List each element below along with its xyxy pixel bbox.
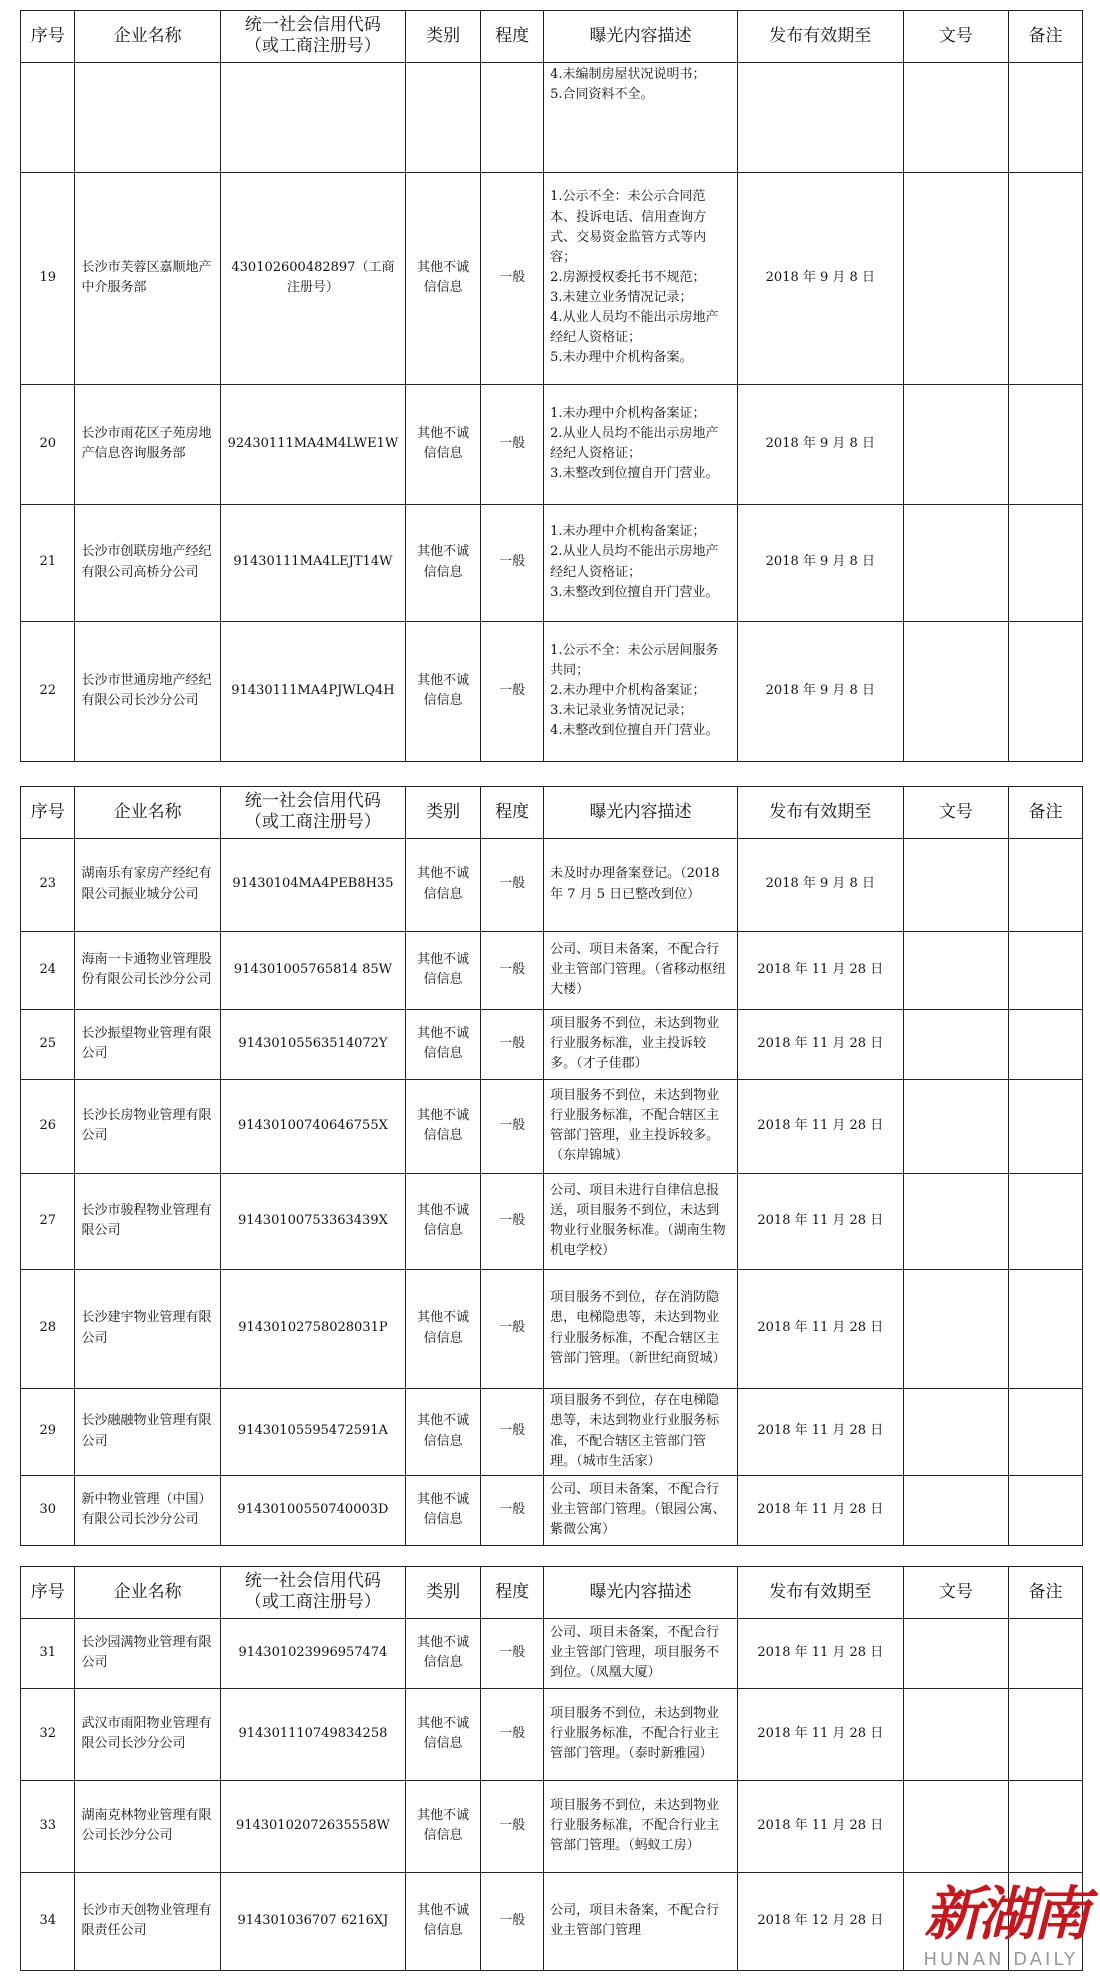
description: 项目服务不到位，未达到物业行业服务标准，不配合辖区主管部门管理，业主投诉较多。（东岸锦城） (544, 1079, 738, 1173)
logo-subtitle: HUNAN DAILY (923, 1949, 1078, 1970)
remarks (1009, 621, 1083, 761)
valid-until: 2018 年 11 月 28 日 (737, 1475, 903, 1545)
document-no (903, 1173, 1008, 1269)
company-name: 长沙长房物业管理有限公司 (75, 1079, 220, 1173)
header-remarks: 备注 (1009, 787, 1083, 839)
table-row (21, 384, 1083, 504)
table-row (21, 1079, 1083, 1173)
header-category: 类别 (406, 11, 481, 63)
description: 项目服务不到位，未达到物业行业服务标准，不配合行业主管部门管理。（泰时新雅园） (544, 1688, 738, 1780)
credit-code: 914301110749834258 (220, 1688, 405, 1780)
row-number: 34 (21, 1872, 75, 1970)
company-name: 长沙市骏程物业管理有限公司 (75, 1173, 220, 1269)
valid-until: 2018 年 11 月 28 日 (737, 1388, 903, 1475)
header-remarks: 备注 (1009, 11, 1083, 63)
document-no (903, 172, 1008, 384)
credit-code: 914301023996957474 (220, 1618, 405, 1688)
credit-code (220, 62, 405, 172)
table-row (21, 1269, 1083, 1388)
category: 其他不诚信信息 (406, 172, 481, 384)
table-row (21, 621, 1083, 761)
header-credit-code: 统一社会信用代码 （或工商注册号） (220, 787, 405, 839)
company-name (75, 62, 220, 172)
header-no: 序号 (21, 11, 75, 63)
category: 其他不诚信信息 (406, 1079, 481, 1173)
header-description: 曝光内容描述 (544, 787, 738, 839)
row-number: 32 (21, 1688, 75, 1780)
description: 1.公示不全：未公示合同范本、投诉电话、信用查询方式、交易资金监管方式等内容； 2.房源授权委托书不规范； 3.未建立业务情况记录； 4.从业人员均不能出示房地产经纪人资格证； 5.未办理中介机构备案。 (544, 172, 738, 384)
row-number: 24 (21, 931, 75, 1009)
table-header-row (21, 11, 1083, 63)
table-header-row (21, 1567, 1083, 1619)
header-valid-until: 发布有效期至 (737, 787, 903, 839)
credit-code: 914301036707 6216XJ (220, 1872, 405, 1970)
document-no (903, 1780, 1008, 1872)
header-company-name: 企业名称 (75, 11, 220, 63)
credit-code: 91430102758028031P (220, 1269, 405, 1388)
degree: 一般 (481, 1475, 544, 1545)
valid-until: 2018 年 11 月 28 日 (737, 1618, 903, 1688)
table-row (21, 931, 1083, 1009)
category: 其他不诚信信息 (406, 1872, 481, 1970)
description: 公司、项目未备案，不配合行业主管部门管理。（银园公寓、紫微公寓） (544, 1475, 738, 1545)
degree: 一般 (481, 838, 544, 931)
description: 4.未编制房屋状况说明书； 5.合同资料不全。 (544, 62, 738, 172)
credit-code: 91430105595472591A (220, 1388, 405, 1475)
valid-until: 2018 年 11 月 28 日 (737, 1173, 903, 1269)
header-degree: 程度 (481, 1567, 544, 1619)
row-number: 22 (21, 621, 75, 761)
company-name: 长沙市天创物业管理有限责任公司 (75, 1872, 220, 1970)
header-degree: 程度 (481, 787, 544, 839)
credit-code: 91430104MA4PEB8H35 (220, 838, 405, 931)
description: 项目服务不到位，未达到物业行业服务标准，不配合行业主管部门管理。（蚂蚁工房） (544, 1780, 738, 1872)
row-number: 20 (21, 384, 75, 504)
category: 其他不诚信信息 (406, 621, 481, 761)
header-credit-code: 统一社会信用代码 （或工商注册号） (220, 11, 405, 63)
description: 项目服务不到位，存在消防隐患，电梯隐患等，未达到物业行业服务标准，不配合辖区主管部门管理。（新世纪商贸城） (544, 1269, 738, 1388)
description: 公司、项目未备案，不配合行业主管部门管理，项目服务不到位。（凤凰大厦） (544, 1618, 738, 1688)
credit-table-2 (20, 786, 1083, 1546)
company-name: 长沙市世通房地产经纪有限公司长沙分公司 (75, 621, 220, 761)
table-row (21, 1475, 1083, 1545)
remarks (1009, 1388, 1083, 1475)
row-number: 27 (21, 1173, 75, 1269)
degree: 一般 (481, 931, 544, 1009)
company-name: 长沙市雨花区子苑房地产信息咨询服务部 (75, 384, 220, 504)
remarks (1009, 1618, 1083, 1688)
credit-code: 430102600482897（工商注册号） (220, 172, 405, 384)
document-no (903, 1388, 1008, 1475)
document-no (903, 931, 1008, 1009)
row-number: 25 (21, 1009, 75, 1079)
degree: 一般 (481, 1079, 544, 1173)
category: 其他不诚信信息 (406, 1688, 481, 1780)
header-degree: 程度 (481, 11, 544, 63)
document-no (903, 1475, 1008, 1545)
valid-until (737, 62, 903, 172)
credit-code: 91430105563514072Y (220, 1009, 405, 1079)
valid-until: 2018 年 9 月 8 日 (737, 384, 903, 504)
logo-mark: 新湖南 (923, 1880, 1086, 1948)
header-remarks: 备注 (1009, 1567, 1083, 1619)
credit-table-1 (20, 10, 1083, 762)
header-description: 曝光内容描述 (544, 11, 738, 63)
header-category: 类别 (406, 787, 481, 839)
category: 其他不诚信信息 (406, 1269, 481, 1388)
document-no (903, 1269, 1008, 1388)
document-no (903, 1009, 1008, 1079)
description: 公司、项目未进行自律信息报送，项目服务不到位，未达到物业行业服务标准。（湖南生物机电学校） (544, 1173, 738, 1269)
company-name: 湖南乐有家房产经纪有限公司振业城分公司 (75, 838, 220, 931)
valid-until: 2018 年 11 月 28 日 (737, 1079, 903, 1173)
row-number: 28 (21, 1269, 75, 1388)
credit-code: 91430102072635558W (220, 1780, 405, 1872)
header-document-no: 文号 (903, 1567, 1008, 1619)
remarks (1009, 504, 1083, 621)
row-number: 33 (21, 1780, 75, 1872)
credit-code: 91430100753363439X (220, 1173, 405, 1269)
valid-until: 2018 年 9 月 8 日 (737, 504, 903, 621)
remarks (1009, 1173, 1083, 1269)
remarks (1009, 931, 1083, 1009)
degree: 一般 (481, 1388, 544, 1475)
table-row (21, 1688, 1083, 1780)
company-name: 长沙融融物业管理有限公司 (75, 1388, 220, 1475)
degree: 一般 (481, 384, 544, 504)
remarks (1009, 1009, 1083, 1079)
category: 其他不诚信信息 (406, 1618, 481, 1688)
category: 其他不诚信信息 (406, 838, 481, 931)
document-no (903, 1688, 1008, 1780)
category: 其他不诚信信息 (406, 1388, 481, 1475)
category: 其他不诚信信息 (406, 384, 481, 504)
table-row (21, 1780, 1083, 1872)
header-company-name: 企业名称 (75, 1567, 220, 1619)
valid-until: 2018 年 11 月 28 日 (737, 1009, 903, 1079)
document-no (903, 384, 1008, 504)
degree: 一般 (481, 621, 544, 761)
description: 公司、项目未备案，不配合行业主管部门管理。（省移动枢纽大楼） (544, 931, 738, 1009)
remarks (1009, 172, 1083, 384)
description: 未及时办理备案登记。（2018 年 7 月 5 日已整改到位） (544, 838, 738, 931)
degree: 一般 (481, 1618, 544, 1688)
category (406, 62, 481, 172)
category: 其他不诚信信息 (406, 1780, 481, 1872)
degree: 一般 (481, 172, 544, 384)
company-name: 长沙市创联房地产经纪有限公司高桥分公司 (75, 504, 220, 621)
credit-code: 91430111MA4PJWLQ4H (220, 621, 405, 761)
credit-code: 91430100740646755X (220, 1079, 405, 1173)
remarks (1009, 1269, 1083, 1388)
remarks (1009, 384, 1083, 504)
remarks (1009, 62, 1083, 172)
header-document-no: 文号 (903, 11, 1008, 63)
table-row (21, 172, 1083, 384)
table-row (21, 838, 1083, 931)
credit-code: 914301005765814 85W (220, 931, 405, 1009)
valid-until: 2018 年 11 月 28 日 (737, 931, 903, 1009)
description: 1.未办理中介机构备案证； 2.从业人员均不能出示房地产经纪人资格证； 3.未整改到位擅自开门营业。 (544, 384, 738, 504)
document-no (903, 621, 1008, 761)
company-name: 新中物业管理（中国）有限公司长沙分公司 (75, 1475, 220, 1545)
row-number: 19 (21, 172, 75, 384)
category: 其他不诚信信息 (406, 931, 481, 1009)
header-company-name: 企业名称 (75, 787, 220, 839)
category: 其他不诚信信息 (406, 1173, 481, 1269)
valid-until: 2018 年 9 月 8 日 (737, 172, 903, 384)
description: 项目服务不到位，存在电梯隐患等，未达到物业行业服务标准，不配合辖区主管部门管理。（城市生活家） (544, 1388, 738, 1475)
company-name: 长沙建宇物业管理有限公司 (75, 1269, 220, 1388)
degree: 一般 (481, 504, 544, 621)
remarks (1009, 838, 1083, 931)
table-row (21, 62, 1083, 172)
credit-code: 92430111MA4M4LWE1W (220, 384, 405, 504)
company-name: 海南一卡通物业管理股份有限公司长沙分公司 (75, 931, 220, 1009)
header-credit-code: 统一社会信用代码 （或工商注册号） (220, 1567, 405, 1619)
document-no (903, 838, 1008, 931)
row-number: 29 (21, 1388, 75, 1475)
row-number: 23 (21, 838, 75, 931)
document-no (903, 1618, 1008, 1688)
remarks (1009, 1079, 1083, 1173)
valid-until: 2018 年 9 月 8 日 (737, 621, 903, 761)
header-no: 序号 (21, 1567, 75, 1619)
remarks (1009, 1688, 1083, 1780)
header-valid-until: 发布有效期至 (737, 1567, 903, 1619)
header-no: 序号 (21, 787, 75, 839)
category: 其他不诚信信息 (406, 1009, 481, 1079)
degree (481, 62, 544, 172)
degree: 一般 (481, 1009, 544, 1079)
degree: 一般 (481, 1780, 544, 1872)
description: 公司，项目未备案，不配合行业主管部门管理 (544, 1872, 738, 1970)
company-name: 湖南克林物业管理有限公司长沙分公司 (75, 1780, 220, 1872)
company-name: 武汉市雨阳物业管理有限公司长沙分公司 (75, 1688, 220, 1780)
table-row (21, 1618, 1083, 1688)
document-no (903, 504, 1008, 621)
company-name: 长沙振望物业管理有限公司 (75, 1009, 220, 1079)
table-row (21, 1173, 1083, 1269)
remarks (1009, 1780, 1083, 1872)
description: 1.未办理中介机构备案证； 2.从业人员均不能出示房地产经纪人资格证； 3.未整改到位擅自开门营业。 (544, 504, 738, 621)
header-description: 曝光内容描述 (544, 1567, 738, 1619)
valid-until: 2018 年 11 月 28 日 (737, 1269, 903, 1388)
valid-until: 2018 年 12 月 28 日 (737, 1872, 903, 1970)
valid-until: 2018 年 11 月 28 日 (737, 1688, 903, 1780)
header-category: 类别 (406, 1567, 481, 1619)
credit-code: 91430111MA4LEJT14W (220, 504, 405, 621)
description: 项目服务不到位，未达到物业行业服务标准，业主投诉较多。（才子佳郡） (544, 1009, 738, 1079)
company-name: 长沙市芙蓉区嘉顺地产中介服务部 (75, 172, 220, 384)
row-number: 21 (21, 504, 75, 621)
document-no (903, 62, 1008, 172)
degree: 一般 (481, 1173, 544, 1269)
valid-until: 2018 年 11 月 28 日 (737, 1780, 903, 1872)
degree: 一般 (481, 1872, 544, 1970)
degree: 一般 (481, 1688, 544, 1780)
hunan-daily-logo (916, 1882, 1086, 1972)
remarks (1009, 1475, 1083, 1545)
credit-code: 91430100550740003D (220, 1475, 405, 1545)
row-number: 30 (21, 1475, 75, 1545)
table-row (21, 1009, 1083, 1079)
description: 1.公示不全：未公示居间服务共同； 2.未办理中介机构备案证； 3.未记录业务情况记录； 4.未整改到位擅自开门营业。 (544, 621, 738, 761)
document-no (903, 1079, 1008, 1173)
category: 其他不诚信信息 (406, 504, 481, 621)
header-document-no: 文号 (903, 787, 1008, 839)
table-row (21, 1388, 1083, 1475)
valid-until: 2018 年 9 月 8 日 (737, 838, 903, 931)
header-valid-until: 发布有效期至 (737, 11, 903, 63)
table-row (21, 504, 1083, 621)
row-number: 31 (21, 1618, 75, 1688)
row-number (21, 62, 75, 172)
category: 其他不诚信信息 (406, 1475, 481, 1545)
table-header-row (21, 787, 1083, 839)
degree: 一般 (481, 1269, 544, 1388)
company-name: 长沙园满物业管理有限公司 (75, 1618, 220, 1688)
row-number: 26 (21, 1079, 75, 1173)
